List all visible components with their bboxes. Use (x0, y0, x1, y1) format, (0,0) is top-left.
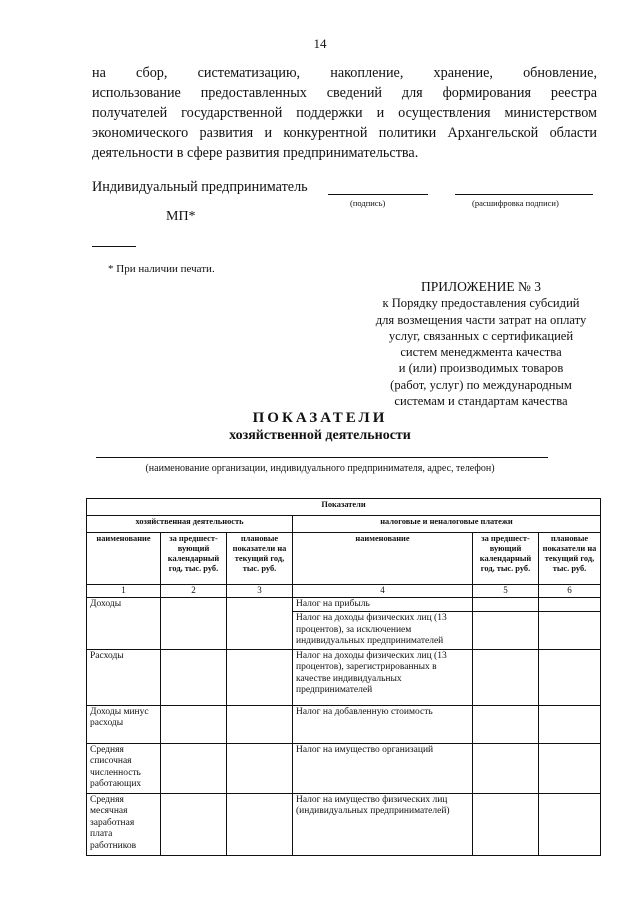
paragraph-line: на сбор, систематизацию, накопление, хранение, обновление, (92, 65, 597, 81)
footnote-divider (92, 246, 136, 247)
table-row (87, 649, 601, 705)
value-cell[interactable] (161, 705, 227, 743)
col-number: 1 (87, 585, 161, 598)
col-header-tax-plan: плановые показатели на текущий год, тыс. руб. (539, 533, 601, 585)
appendix-line: и (или) производимых товаров (398, 361, 564, 376)
consent-paragraph (92, 63, 597, 163)
table-row (87, 793, 601, 855)
value-cell[interactable] (161, 793, 227, 855)
document-title: ПОКАЗАТЕЛИ (252, 410, 388, 426)
value-cell[interactable] (539, 612, 601, 650)
col-header-plan: плановые показатели на текущий год, тыс. руб. (227, 533, 293, 585)
right-item: Налог на добавленную стоимость (293, 705, 473, 743)
value-cell[interactable] (227, 793, 293, 855)
value-cell[interactable] (227, 705, 293, 743)
value-cell[interactable] (473, 793, 539, 855)
col-header-prev: за предшест-вующий календарный год, тыс. руб. (161, 533, 227, 585)
table-header-top: Показатели (87, 499, 601, 516)
left-item: Средняя списочная численность работающих (87, 743, 161, 793)
org-name-line (96, 457, 548, 458)
signature-line (328, 194, 428, 195)
col-header-tax-name: наименование (293, 533, 473, 585)
col-number: 4 (293, 585, 473, 598)
paragraph-line: деятельности в сфере развития предпринимательства. (92, 145, 419, 161)
org-caption: (наименование организации, индивидуального предпринимателя, адрес, телефон) (145, 463, 495, 474)
table-row (87, 705, 601, 743)
value-cell[interactable] (473, 612, 539, 650)
group-header-left: хозяйственная деятельность (87, 516, 293, 533)
value-cell[interactable] (161, 597, 227, 649)
value-cell[interactable] (539, 743, 601, 793)
right-item: Налог на доходы физических лиц (13 процентов), зарегистрированных в качестве индивидуальных предпринимателей (293, 649, 473, 705)
table-row (87, 743, 601, 793)
table-row (87, 597, 601, 612)
value-cell[interactable] (539, 649, 601, 705)
value-cell[interactable] (227, 649, 293, 705)
appendix-title: ПРИЛОЖЕНИЕ № 3 (420, 279, 542, 294)
appendix-line: к Порядку предоставления субсидий (382, 296, 580, 311)
signature-label: Индивидуальный предприниматель (92, 179, 308, 195)
paragraph-line: экономического развития и конкурентной политики Архангельской области (92, 125, 597, 141)
appendix-line: системам и стандартам качества (394, 394, 568, 409)
group-header-right: налоговые и неналоговые платежи (293, 516, 601, 533)
left-item: Средняя месячная заработная плата работников (87, 793, 161, 855)
right-item: Налог на прибыль (293, 597, 473, 612)
col-number: 6 (539, 585, 601, 598)
col-header-tax-prev: за предшест-вующий календарный год, тыс. руб. (473, 533, 539, 585)
right-item: Налог на имущество физических лиц (индивидуальных предпринимателей) (293, 793, 473, 855)
value-cell[interactable] (227, 743, 293, 793)
appendix-line: для возмещения части затрат на оплату (375, 312, 587, 327)
value-cell[interactable] (539, 597, 601, 612)
decoding-caption: (расшифровка подписи) (472, 198, 559, 208)
value-cell[interactable] (539, 793, 601, 855)
stamp-label: МП* (166, 209, 196, 224)
value-cell[interactable] (473, 649, 539, 705)
col-number: 3 (227, 585, 293, 598)
col-header-name: наименование (87, 533, 161, 585)
appendix-line: услуг, связанных с сертификацией (388, 328, 574, 343)
value-cell[interactable] (161, 743, 227, 793)
appendix-line: систем менеджмента качества (400, 345, 562, 360)
decoding-line (455, 194, 593, 195)
col-number: 5 (473, 585, 539, 598)
paragraph-line: использование предоставленных сведений для формирования реестра (92, 85, 597, 101)
col-number: 2 (161, 585, 227, 598)
value-cell[interactable] (473, 597, 539, 612)
right-item: Налог на доходы физических лиц (13 процентов), за исключением индивидуальных предпринимателей (293, 612, 473, 650)
signature-caption: (подпись) (350, 198, 386, 208)
appendix-heading (355, 279, 607, 409)
left-item: Расходы (87, 649, 161, 705)
paragraph-line: получателей государственной поддержки и осуществления министерством (92, 105, 597, 121)
left-item: Доходы (87, 597, 161, 649)
indicators-table (86, 498, 601, 856)
value-cell[interactable] (473, 743, 539, 793)
value-cell[interactable] (227, 597, 293, 649)
footnote: * При наличии печати. (108, 263, 215, 275)
page-number: 14 (313, 36, 327, 51)
appendix-line: (работ, услуг) по международным (390, 377, 572, 392)
value-cell[interactable] (473, 705, 539, 743)
left-item: Доходы минус расходы (87, 705, 161, 743)
document-subtitle: хозяйственной деятельности (229, 428, 411, 443)
right-item: Налог на имущество организаций (293, 743, 473, 793)
value-cell[interactable] (161, 649, 227, 705)
value-cell[interactable] (539, 705, 601, 743)
